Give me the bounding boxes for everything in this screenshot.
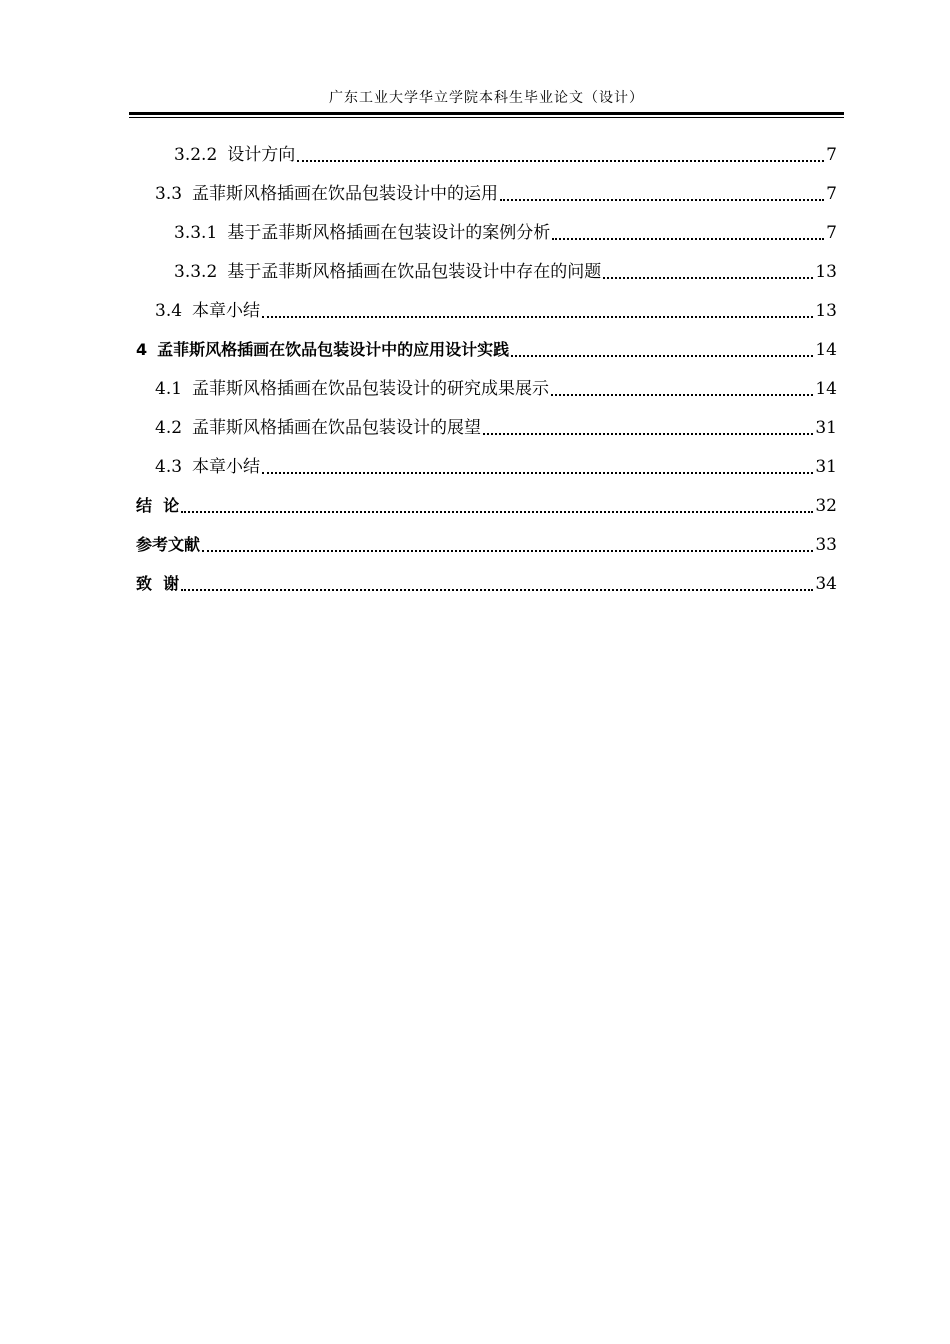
toc-entry-number: 4.2 xyxy=(155,418,183,438)
toc-entry-number: 3.2.2 xyxy=(174,145,218,165)
toc-leader-dots xyxy=(202,550,813,552)
toc-entry-page: 13 xyxy=(815,262,837,282)
toc-entry-title: 本章小结 xyxy=(192,301,261,321)
toc-entry-title: 参考文献 xyxy=(136,535,201,554)
toc-entry-page: 7 xyxy=(826,145,837,165)
toc-entry-references[interactable] xyxy=(136,530,837,556)
toc-entry-title: 孟菲斯风格插画在饮品包装设计中的运用 xyxy=(192,184,499,204)
toc-entry-4-2[interactable] xyxy=(155,413,837,439)
header-rule-thick xyxy=(129,112,844,115)
toc-entry-3-3[interactable] xyxy=(155,179,837,205)
toc-entry-page: 34 xyxy=(815,574,837,594)
toc-entry-number: 4 xyxy=(136,340,148,359)
toc-entry-page: 14 xyxy=(815,379,837,399)
toc-leader-dots xyxy=(181,589,813,591)
toc-entry-number: 3.4 xyxy=(155,301,183,321)
toc-entry-chapter-4[interactable] xyxy=(136,335,837,361)
toc-entry-title: 本章小结 xyxy=(192,457,261,477)
toc-entry-title: 孟菲斯风格插画在饮品包装设计的展望 xyxy=(192,418,482,438)
toc-entry-page: 31 xyxy=(815,457,837,477)
toc-entry-title: 设计方向 xyxy=(227,145,296,165)
toc-leader-dots xyxy=(500,199,824,201)
toc-entry-3-2-2[interactable] xyxy=(174,140,837,166)
toc-entry-title: 孟菲斯风格插画在饮品包装设计中的应用设计实践 xyxy=(157,340,510,359)
toc-entry-page: 33 xyxy=(815,535,837,555)
toc-entry-4-3[interactable] xyxy=(155,452,837,478)
toc-entry-acknowledgements[interactable] xyxy=(136,569,837,595)
toc-entry-page: 7 xyxy=(826,184,837,204)
toc-leader-dots xyxy=(262,472,813,474)
toc-entry-page: 13 xyxy=(815,301,837,321)
toc-entry-number: 4.1 xyxy=(155,379,183,399)
toc-entry-number: 3.3 xyxy=(155,184,183,204)
toc-leader-dots xyxy=(262,316,813,318)
toc-entry-3-4[interactable] xyxy=(155,296,837,322)
toc-entry-number: 3.3.2 xyxy=(174,262,218,282)
toc-entry-title: 基于孟菲斯风格插画在饮品包装设计中存在的问题 xyxy=(227,262,602,282)
toc-leader-dots xyxy=(603,277,813,279)
toc-entry-3-3-2[interactable] xyxy=(174,257,837,283)
toc-entry-title: 结 论 xyxy=(136,496,180,515)
toc-entry-title: 孟菲斯风格插画在饮品包装设计的研究成果展示 xyxy=(192,379,550,399)
toc-entry-page: 32 xyxy=(815,496,837,516)
toc-entry-conclusion[interactable] xyxy=(136,491,837,517)
toc-leader-dots xyxy=(552,238,824,240)
toc-entry-4-1[interactable] xyxy=(155,374,837,400)
toc-entry-number: 3.3.1 xyxy=(174,223,218,243)
toc-entry-page: 31 xyxy=(815,418,837,438)
toc-entry-title: 致 谢 xyxy=(136,574,180,593)
toc-entry-title: 基于孟菲斯风格插画在包装设计的案例分析 xyxy=(227,223,551,243)
toc-entry-3-3-1[interactable] xyxy=(174,218,837,244)
toc-leader-dots xyxy=(551,394,813,396)
toc-entry-number: 4.3 xyxy=(155,457,183,477)
toc-leader-dots xyxy=(511,355,813,357)
page-header: 广东工业大学华立学院本科生毕业论文（设计） xyxy=(329,90,644,106)
toc-leader-dots xyxy=(297,160,824,162)
toc-leader-dots xyxy=(181,511,813,513)
toc-leader-dots xyxy=(483,433,813,435)
toc-entry-page: 14 xyxy=(815,340,837,360)
toc-entry-page: 7 xyxy=(826,223,837,243)
header-rule-thin xyxy=(129,117,844,118)
